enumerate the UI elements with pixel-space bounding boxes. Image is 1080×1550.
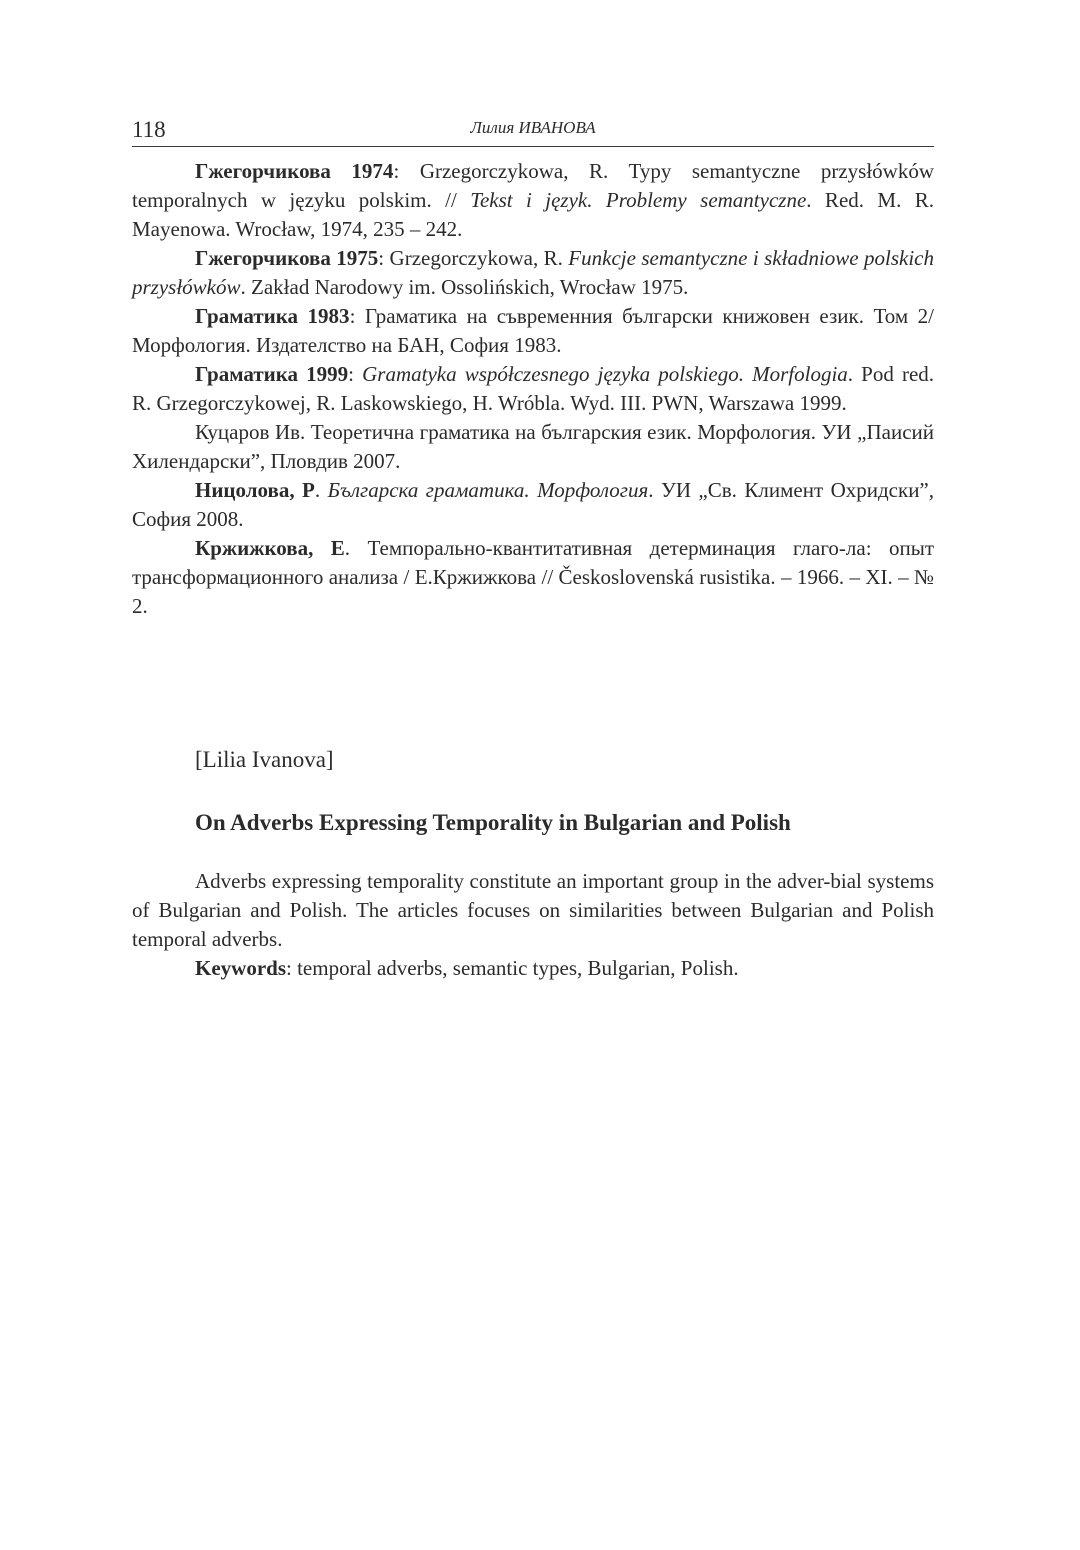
reference-head: Кржижкова, Е [195, 536, 345, 560]
reference-entry [132, 476, 934, 534]
reference-text: : Grzegorczykowa, R. Typy semantyczne przysłówków temporalnych w języku polskim. // [132, 159, 935, 212]
reference-head: Ницолова, Р [195, 478, 315, 502]
running-head [132, 112, 934, 147]
reference-text: . Темпорально-квантитативная детерминация глаго-ла: опыт трансформационного анализа / Е.Кржижкова // Československá rusistika. – 1966. – XI. – № 2. [132, 536, 935, 618]
english-author: [Lilia Ivanova] [195, 747, 334, 772]
keywords-text: : temporal adverbs, semantic types, Bulgarian, Polish. [286, 956, 739, 980]
reference-entry [132, 534, 934, 621]
reference-text: : [348, 362, 363, 386]
reference-entry [132, 244, 934, 302]
reference-text: . Red. M. R. Mayenowa. Wrocław, 1974, 235 – 242. [132, 188, 934, 241]
reference-head: Гжегорчикова 1974 [195, 159, 394, 183]
reference-head: Граматика 1999 [195, 362, 349, 386]
reference-title: Funkcje semantyczne i składniowe polskich przysłówków [132, 246, 934, 299]
reference-text: : Grzegorczykowa, R. [378, 246, 569, 270]
page [132, 112, 934, 983]
keywords-label: Keywords [195, 956, 286, 980]
abstract-text: Adverbs expressing temporality constitute an important group in the adver-bial systems of Bulgarian and Polish. The articles focuses on similarities between Bulgarian and Polish temporal adverbs. [132, 869, 934, 951]
reference-title: Gramatyka współczesnego języka polskiego. Morfologia [362, 362, 848, 386]
reference-title: Tekst i język. Problemy semantyczne [470, 188, 807, 212]
reference-list [132, 157, 934, 621]
keywords [132, 954, 934, 983]
running-head-author: Лилия ИВАНОВА [470, 118, 596, 137]
english-title: On Adverbs Expressing Temporality in Bulgarian and Polish [195, 810, 791, 835]
abstract [132, 867, 934, 983]
reference-text: . [314, 478, 328, 502]
page-number: 118 [132, 117, 166, 142]
reference-entry [132, 302, 934, 360]
reference-text: Куцаров Ив. Теоретична граматика на българския език. Морфология. УИ „Паисий Хилендарски”, Пловдив 2007. [132, 420, 934, 473]
reference-title: Българска граматика. Морфология [327, 478, 649, 502]
reference-text: . УИ „Св. Климент Охридски”, София 2008. [132, 478, 935, 531]
reference-entry [132, 360, 934, 418]
reference-text: . Zakład Narodowy im. Ossolińskich, Wrocław 1975. [240, 275, 689, 299]
reference-head: Гжегорчикова 1975 [195, 246, 379, 270]
reference-entry [132, 418, 934, 476]
reference-text: . Pod red. R. Grzegorczykowej, R. Laskowskiego, H. Wróbla. Wyd. III. PWN, Warszawa 1999. [132, 362, 935, 415]
reference-text: : Граматика на съвременния български книжовен език. Том 2/ Морфология. Издателство на БАН, София 1983. [132, 304, 934, 357]
reference-head: Граматика 1983 [195, 304, 350, 328]
reference-entry [132, 157, 934, 244]
